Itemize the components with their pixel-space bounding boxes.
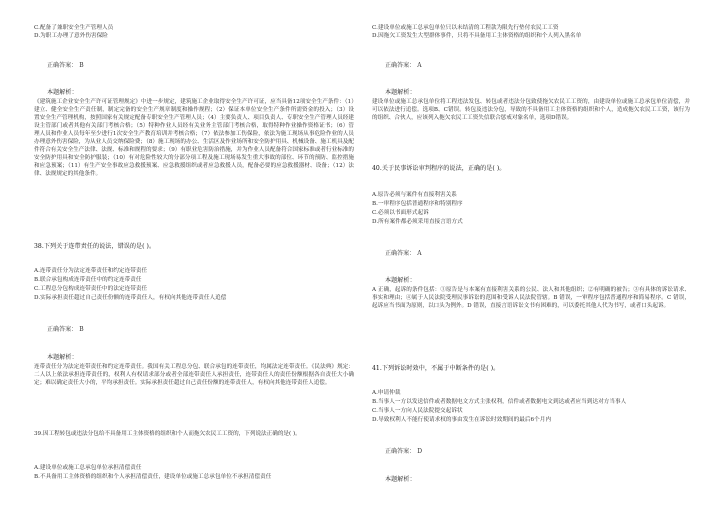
- analysis-text: 建设单位或施工总承包单位将工程违法发包、转包或者违法分包致使拖欠农民工工资的，由建设单位或施工总承包单位清偿，并可以依法进行追偿。选项B、C错误。转包及违法分包，导致的不具备用工主体资格的组织和个人，造成拖欠农民工工资，该行为的组织、合伙人，应该列入拖欠农民工工资失信联合惩戒对象名单，选项D错误。: [372, 99, 690, 121]
- option-b: B.当事人一方以发送信件或者数据电文方式主张权利，信件或者数据电文到达或者应当到达对方当事人: [372, 399, 627, 405]
- question-38: 38.下列关于连带责任的说法，错误的是( )。: [34, 243, 156, 250]
- analysis-heading: 本题解析：: [385, 277, 416, 284]
- option-d: D.因拖欠工资发生大型群体事件，只将不具备用工主体资格的组织和个人列入黑名单: [372, 33, 582, 39]
- option-b: B.一审程序包括普通程序和特别程序: [372, 201, 463, 207]
- answer-line: 正确答案： D: [385, 448, 423, 455]
- option-b: B.不具备用工主体资格的组织和个人承担清偿责任，建设单位或施工总承包单位不承担清偿责任: [34, 474, 272, 480]
- analysis-text: 《建筑施工企业安全生产许可证管理规定》中进一步规定，建筑施工企业取得安全生产许可证，应当具备12项安全生产条件：（1）建立、健全安全生产责任制，制定完备的安全生产规章制度和操作规程；（2）保证本单位安全生产条件所需资金的投入；（3）设置安全生产管理机构，按照国家有关规定配备专职安全生产管理人员；（4）主要负责人、项目负责人、专职安全生产管理人员经建设主管部门或者其他有关部门考核合格；（5）特种作业人员经有关业务主管部门考核合格，取得特种作业操作资格证书；（6）管理人员和作业人员每年至少进行1次安全生产教育培训并考核合格；（7）依法参加工伤保险，依法为施工现场从事危险作业的人员办理意外伤害保险，为从业人员交纳保险费；（8）施工现场的办公、生活区及作业场所和安全防护用具、机械设备、施工机具及配件符合有关安全生产法律、法规、标准和规程的要求；（9）有职业危害防治措施，并为作业人员配备符合国家标准或者行业标准的安全防护用具和安全防护服装；（10）有对危险性较大的分部分项工程及施工现场易发生重大事故的部位、环节的预防、监控措施和应急预案；（11）有生产安全事故应急救援预案、应急救援组织或者应急救援人员，配备必要的应急救援器材、设备；（12）法律、法规规定的其他条件。: [34, 99, 354, 177]
- option-d: D.导致权利人不能行使请求权的事由发生在诉讼时效期间的最后6个月内: [372, 417, 552, 423]
- analysis-text: A 正确，起诉的条件包括：①原告是与本案有直接利害关系的公民、法人和其他组织；②有明确的被告；③有具体的诉讼请求、事实和理由；④属于人民法院受理民事诉讼的范围和受诉人民法院管辖。B 错误，一审程序包括普通程序和简易程序。C 错误，起诉应当书面为原则，以口头为例外。D 错误，直接言语诉讼文书有困难的，可以委托其他人代为书写，或者口头起诉。: [372, 287, 690, 309]
- option-c: C.当事人一方向人民法院提交起诉状: [372, 408, 463, 414]
- option-c: C.工程总分包构成连带责任中的法定连带责任: [34, 286, 148, 292]
- answer-line: 正确答案： A: [385, 250, 422, 257]
- option-a: A.申请仲裁: [372, 390, 401, 396]
- option-c: C.建设单位或施工总承包单位只以未结清的工程款为限先行垫付农民工工资: [372, 25, 559, 31]
- option-c: C.必须以书面形式起诉: [372, 210, 429, 216]
- analysis-heading: 本题解析：: [47, 354, 78, 361]
- option-a: A.建设单位或施工总承包单位承担清偿责任: [34, 465, 142, 471]
- answer-line: 正确答案： B: [47, 326, 84, 333]
- analysis-heading: 本题解析：: [385, 476, 416, 483]
- question-39: 39.因工程转包或违法分包给不具备用工主体资格的组织和个人而拖欠农民工工资的，下列说法正确的是( )。: [34, 431, 301, 437]
- option-d: D.所有案件都必须采用直接言语方式: [372, 219, 463, 225]
- answer-line: 正确答案： A: [385, 62, 422, 69]
- option-d: D.为职工办理了意外伤害保险: [34, 33, 108, 39]
- option-c: C.配备了兼职安全生产管理人员: [34, 25, 114, 31]
- answer-line: 正确答案： B: [47, 62, 84, 69]
- analysis-heading: 本题解析：: [47, 89, 78, 96]
- question-41: 41.下列诉讼时效中，不属于中断条件的是( )。: [372, 365, 500, 372]
- option-d: D.实际承担责任超过自己责任份额的连带责任人，有权向其他连带责任人追偿: [34, 295, 227, 301]
- option-b: B.联合承包构成连带责任中的约定连带责任: [34, 277, 142, 283]
- analysis-heading: 本题解析：: [385, 89, 416, 96]
- option-a: A.连带责任分为法定连带责任和约定连带责任: [34, 268, 148, 274]
- question-40: 40.关于民事诉讼审判程序的说法，正确的是( )。: [372, 165, 506, 172]
- analysis-text: 连带责任分为法定连带责任和约定连带责任。我国有关工程总分包、联合承包的连带责任，均属法定连带责任。《民法典》规定：二人以上依法承担连带责任的，权利人有权请求部分或者全部连带责任人承担责任，连带责任人的责任份额根据各自责任大小确定；难以确定责任大小的，平均承担责任。实际承担责任超过自己责任份额的连带责任人，有权向其他连带责任人追偿。: [34, 364, 354, 386]
- option-a: A.原告必须与案件有直接利害关系: [372, 192, 457, 198]
